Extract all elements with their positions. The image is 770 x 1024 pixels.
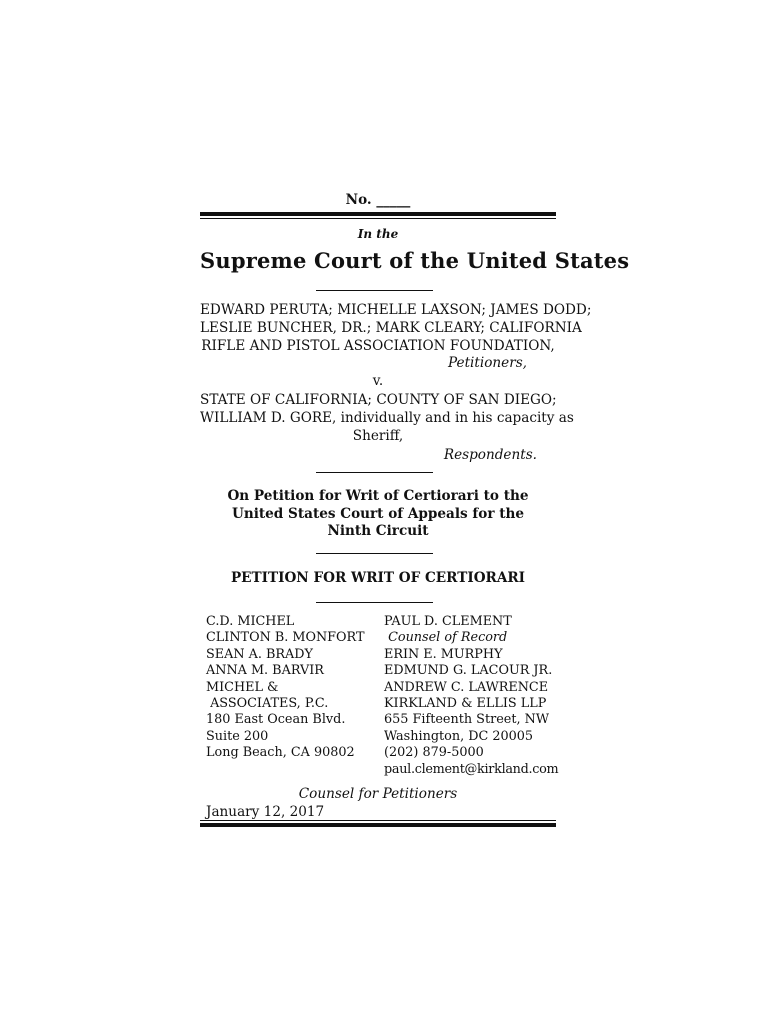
versus: v. xyxy=(372,373,384,389)
court-prefix: In the xyxy=(357,227,399,241)
divider-2 xyxy=(316,472,433,473)
address-street: 655 Fifteenth Street, NW xyxy=(384,712,549,728)
petition-on-line-3: Ninth Circuit xyxy=(327,523,429,539)
counsel-name: ERIN E. MURPHY xyxy=(384,646,503,662)
address-city: Long Beach, CA 90802 xyxy=(206,745,355,761)
firm-name-line-1: MICHEL & xyxy=(206,679,279,695)
counsel-for-petitioners: Counsel for Petitioners xyxy=(298,786,458,802)
petitioners-line-1: EDWARD PERUTA; MICHELLE LAXSON; JAMES DODD; xyxy=(200,302,592,318)
counsel-name: EDMUND G. LACOUR JR. xyxy=(384,663,553,679)
bottom-rule-thin xyxy=(200,820,556,821)
top-rule-thin xyxy=(200,218,556,219)
petitioners-line-3: RIFLE AND PISTOL ASSOCIATION FOUNDATION, xyxy=(201,338,555,354)
counsel-name: ANNA M. BARVIR xyxy=(206,663,324,679)
top-rule-thick xyxy=(200,212,556,216)
respondents-line-1: STATE OF CALIFORNIA; COUNTY OF SAN DIEGO; xyxy=(200,392,557,408)
petition-on-line-2: United States Court of Appeals for the xyxy=(231,506,525,522)
address-city: Washington, DC 20005 xyxy=(384,728,534,744)
divider-1 xyxy=(316,290,433,291)
petition-title: PETITION FOR WRIT OF CERTIORARI xyxy=(230,570,526,586)
counsel-name: C.D. MICHEL xyxy=(206,614,295,629)
filing-date: January 12, 2017 xyxy=(206,804,325,820)
firm-name: KIRKLAND & ELLIS LLP xyxy=(384,696,547,712)
petitioners-line-2: LESLIE BUNCHER, DR.; MARK CLEARY; CALIFORNIA xyxy=(200,320,582,336)
petitioners-role: Petitioners, xyxy=(448,355,527,371)
left-counsel-block xyxy=(206,614,364,762)
counsel-of-record: Counsel of Record xyxy=(384,630,508,646)
counsel-name: CLINTON B. MONFORT xyxy=(206,630,365,646)
address-suite: Suite 200 xyxy=(206,728,269,744)
respondents-line-2: WILLIAM D. GORE, individually and in his capacity as xyxy=(200,410,574,426)
docket-number: No. _____ xyxy=(345,192,411,208)
firm-name-line-2: ASSOCIATES, P.C. xyxy=(206,696,329,712)
divider-4 xyxy=(316,602,433,603)
bottom-rule-thick xyxy=(200,823,556,827)
petition-on-line-1: On Petition for Writ of Certiorari to the xyxy=(227,488,529,504)
email: paul.clement@kirkland.com xyxy=(384,761,559,777)
counsel-name: ANDREW C. LAWRENCE xyxy=(384,679,549,695)
respondents-line-3: Sheriff, xyxy=(352,428,404,444)
address-street: 180 East Ocean Blvd. xyxy=(206,712,346,728)
court-name: Supreme Court of the United States xyxy=(200,248,630,273)
counsel-name: PAUL D. CLEMENT xyxy=(384,614,512,629)
right-counsel-block xyxy=(384,614,558,778)
petition-cover-page xyxy=(200,0,630,1024)
counsel-name: SEAN A. BRADY xyxy=(206,646,313,662)
phone: (202) 879-5000 xyxy=(384,745,484,761)
respondents-role: Respondents. xyxy=(443,447,537,463)
divider-3 xyxy=(316,553,433,554)
